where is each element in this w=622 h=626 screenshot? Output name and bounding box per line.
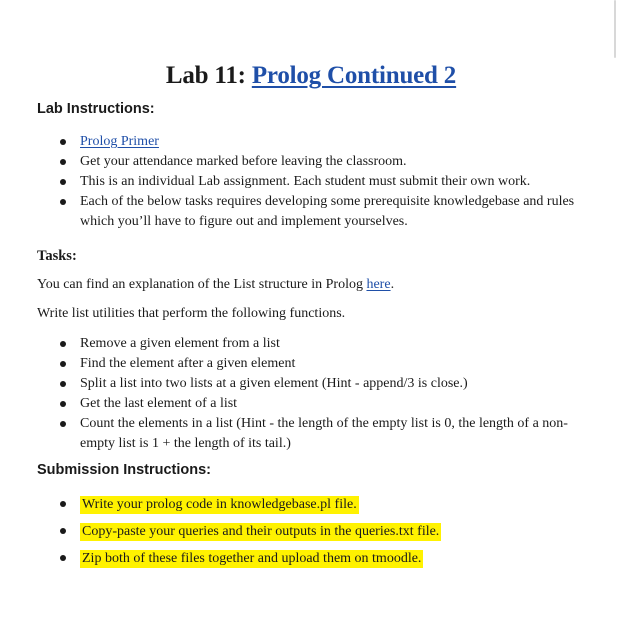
prolog-primer-link[interactable]: Prolog Primer <box>80 134 159 149</box>
submission-instructions-heading: Submission Instructions: <box>37 462 212 478</box>
highlighted-text: Write your prolog code in knowledgebase.pl file. <box>82 497 357 512</box>
list-item <box>58 394 593 414</box>
bullet-icon <box>60 139 66 145</box>
explanation-text: You can find an explanation of the List structure in Prolog <box>37 277 363 292</box>
list-structure-explanation <box>37 277 394 293</box>
scrollbar-indicator[interactable] <box>614 0 616 58</box>
list-item <box>58 192 598 232</box>
tasks-heading: Tasks: <box>37 248 77 264</box>
bullet-icon <box>60 179 66 185</box>
list-item-text: Get your attendance marked before leaving the classroom. <box>80 154 407 169</box>
bullet-icon <box>60 381 66 387</box>
title-link[interactable]: Prolog Continued 2 <box>251 62 457 89</box>
highlighted-text: Copy-paste your queries and their outputs in the queries.txt file. <box>82 524 440 539</box>
list-item <box>58 334 593 354</box>
list-item <box>58 374 593 394</box>
list-item <box>58 414 593 454</box>
list-item <box>58 172 598 192</box>
lab-instructions-list <box>58 132 598 232</box>
list-item-text: Each of the below tasks requires developing some prerequisite knowledgebase and rules which you’ll have to figure out and implement yourselves. <box>80 194 575 229</box>
list-item-text: Get the last element of a list <box>80 396 238 411</box>
list-item[interactable] <box>58 132 598 152</box>
title-prefix: Lab 11: <box>165 62 246 89</box>
here-link[interactable]: here <box>366 277 391 292</box>
list-item-text: This is an individual Lab assignment. Each student must submit their own work. <box>80 174 531 189</box>
list-item <box>58 354 593 374</box>
page-title <box>0 60 622 92</box>
list-item-text: Split a list into two lists at a given element (Hint - append/3 is close.) <box>80 376 468 391</box>
lab-instructions-heading: Lab Instructions: <box>37 101 155 117</box>
bullet-icon <box>60 501 66 507</box>
list-item <box>58 545 598 572</box>
bullet-icon <box>60 159 66 165</box>
list-item <box>58 491 598 518</box>
explanation-suffix: . <box>390 277 395 292</box>
submission-instructions-list <box>58 491 598 572</box>
bullet-icon <box>60 528 66 534</box>
highlighted-text: Zip both of these files together and upload them on tmoodle. <box>82 551 422 566</box>
bullet-icon <box>60 421 66 427</box>
bullet-icon <box>60 401 66 407</box>
tasks-intro: Write list utilities that perform the following functions. <box>37 306 346 321</box>
list-item <box>58 518 598 545</box>
list-item-text: Find the element after a given element <box>80 356 296 371</box>
tasks-list <box>58 334 593 454</box>
list-item-text: Remove a given element from a list <box>80 336 280 351</box>
list-item-text: Count the elements in a list (Hint - the length of the empty list is 0, the length of a non-empty list is 1 + the length of its tail.) <box>80 416 568 451</box>
list-item <box>58 152 598 172</box>
bullet-icon <box>60 199 66 205</box>
bullet-icon <box>60 555 66 561</box>
bullet-icon <box>60 341 66 347</box>
bullet-icon <box>60 361 66 367</box>
